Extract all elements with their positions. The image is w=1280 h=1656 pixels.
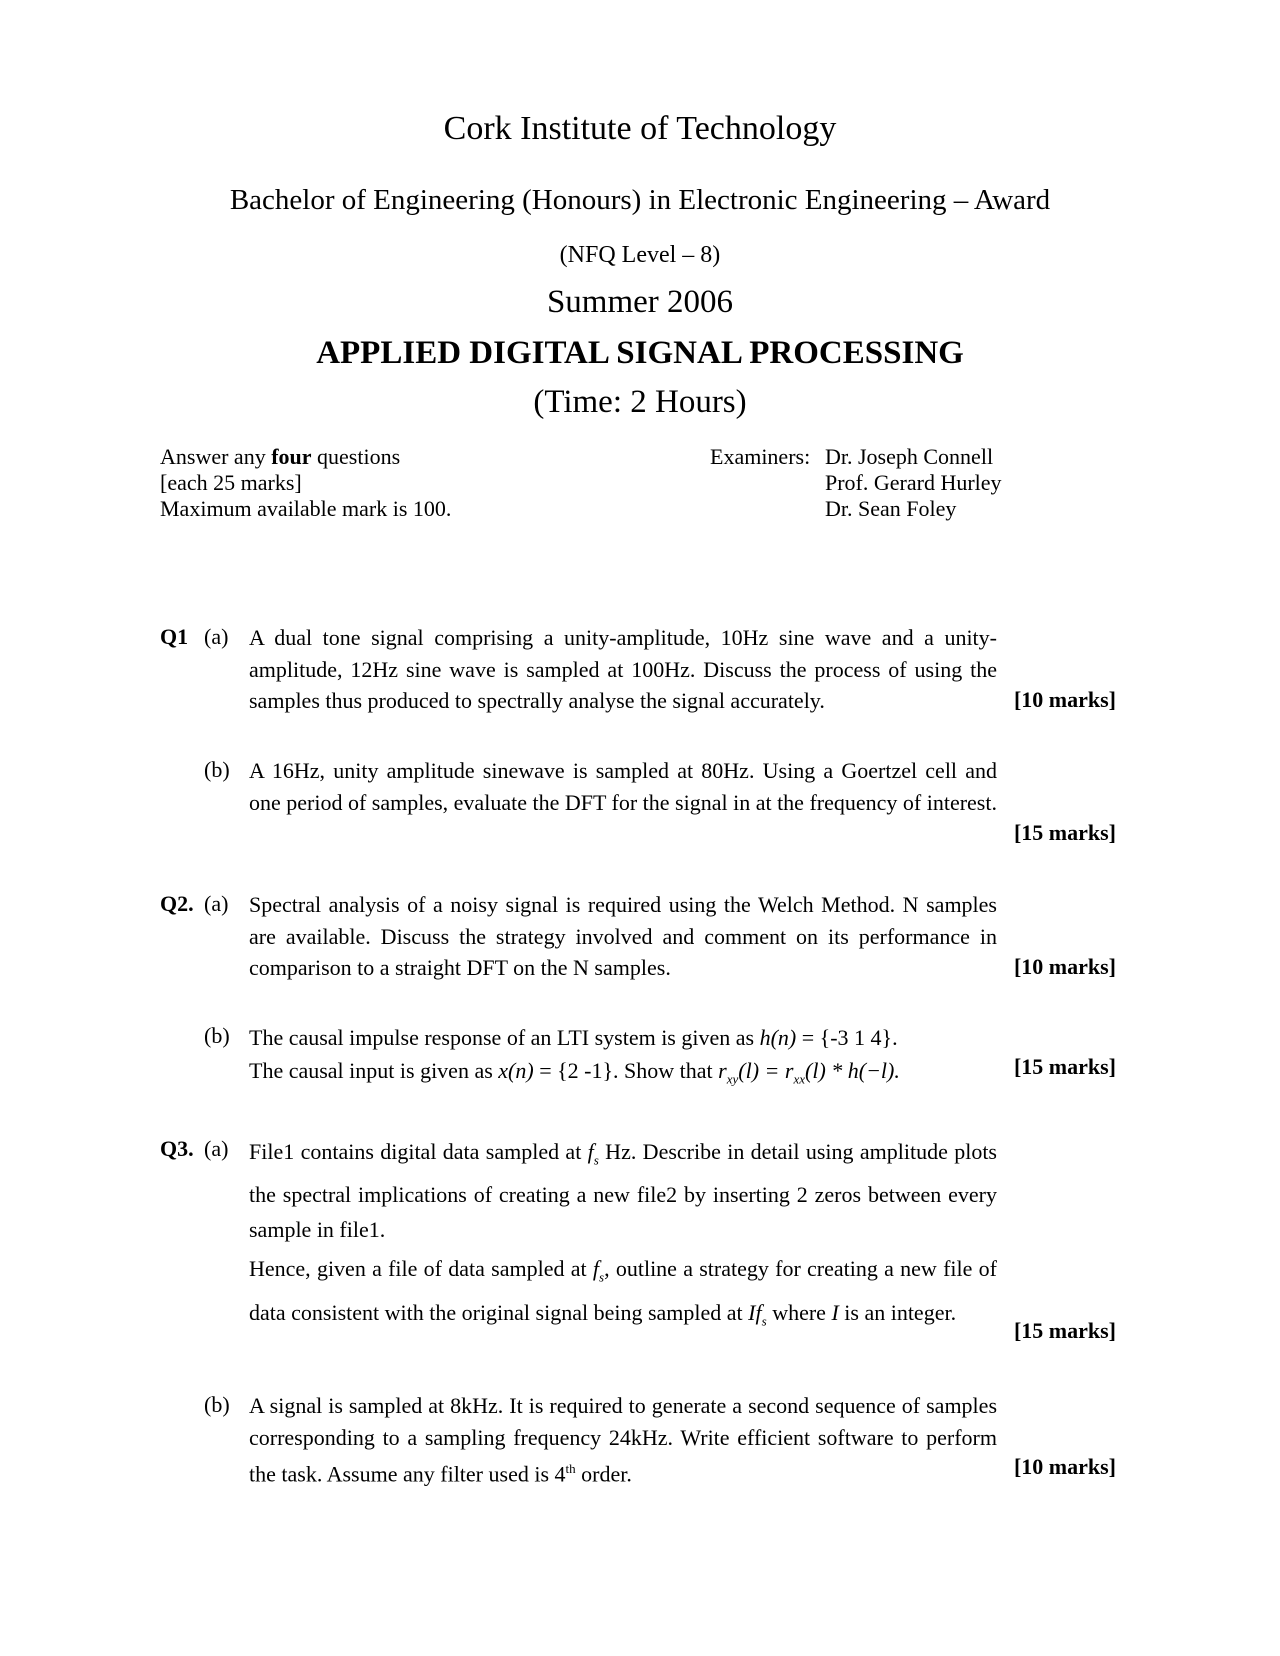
question-3-number: Q3. [160, 1136, 194, 1161]
question-text: A signal is sampled at 8kHz. It is required to generate a second sequence of samples corresponding to a sampling frequency 24kHz. Write efficient software to perform the task. Assume any filter used is 4 [249, 1393, 997, 1487]
question-2a-marks: [10 marks] [1013, 954, 1116, 979]
question-2-number: Q2. [160, 891, 194, 916]
math-symbol: f [587, 1139, 594, 1164]
exam-session: Summer 2006 [546, 284, 734, 320]
question-1a-label: (a) [204, 624, 229, 649]
instruction-text: questions [311, 444, 401, 469]
math-symbol: If [748, 1299, 762, 1325]
math-subscript: s [593, 1152, 599, 1168]
math-symbol: f [592, 1256, 600, 1282]
question-3a-text [249, 1134, 997, 1338]
institution-title: Cork Institute of Technology [443, 110, 837, 147]
question-text: , outline a strategy for creating a new file of data consistent with the original signal being sampled at [249, 1256, 997, 1325]
math-expression: h(n) [759, 1025, 797, 1050]
question-1b-label: (b) [204, 757, 230, 782]
question-3a-marks: [15 marks] [1013, 1318, 1116, 1343]
question-2a-text: Spectral analysis of a noisy signal is required using the Welch Method. N samples are available. Discuss the strategy involved and comment on its performance in comparison to a straight DFT on the N samples. [249, 892, 997, 980]
instruction-emphasis: four [271, 444, 312, 469]
math-subscript: s [761, 1313, 767, 1329]
question-text: = {2 -1}. Show that [533, 1058, 719, 1083]
math-formula [718, 1058, 900, 1087]
instruction-line-3: Maximum available mark is 100. [160, 496, 452, 521]
exam-instructions [160, 444, 451, 522]
examiners-label: Examiners: [710, 444, 811, 469]
ordinal-superscript: th [565, 1461, 576, 1476]
degree-title: Bachelor of Engineering (Honours) in Electronic Engineering – Award [229, 184, 1051, 216]
math-subscript: xx [793, 1071, 805, 1087]
question-text: File1 contains digital data sampled at [249, 1139, 588, 1164]
question-text: is an integer. [838, 1299, 957, 1325]
question-text: order. [575, 1461, 632, 1487]
question-text: Hence, given a file of data sampled at [249, 1256, 593, 1282]
question-2b-text [249, 1021, 997, 1095]
question-3b-text [249, 1390, 997, 1490]
question-text: = {-3 1 4}. [796, 1025, 898, 1050]
question-3b-label: (b) [204, 1392, 230, 1417]
math-symbol: I [831, 1299, 839, 1325]
examiners-list [825, 444, 1002, 522]
question-3a-paragraph-1 [249, 1134, 997, 1247]
math-subscript: xy [726, 1071, 739, 1087]
question-2a-label: (a) [204, 891, 229, 916]
subject-title: APPLIED DIGITAL SIGNAL PROCESSING [316, 335, 964, 371]
math-symbol: (l) = r [738, 1058, 794, 1083]
examiner-name: Dr. Sean Foley [825, 496, 957, 521]
math-symbol: r [718, 1058, 727, 1083]
question-3a-label: (a) [204, 1136, 229, 1161]
question-1b-text: A 16Hz, unity amplitude sinewave is sampled at 80Hz. Using a Goertzel cell and one period of samples, evaluate the DFT for the signal in at the frequency of interest. [249, 758, 997, 815]
examiner-name: Dr. Joseph Connell [825, 444, 994, 469]
question-2b-line-2 [249, 1054, 997, 1095]
math-symbol: (l) * h(−l). [805, 1058, 900, 1083]
nfq-level: (NFQ Level – 8) [559, 242, 721, 268]
instruction-line-2: [each 25 marks] [160, 470, 302, 495]
question-1a-marks: [10 marks] [1013, 687, 1116, 712]
question-1b-marks: [15 marks] [1013, 820, 1116, 845]
question-1-number: Q1 [160, 624, 189, 649]
exam-duration: (Time: 2 Hours) [533, 384, 747, 420]
examiner-name: Prof. Gerard Hurley [825, 470, 1002, 495]
instruction-line-1 [160, 444, 451, 470]
question-2b-label: (b) [204, 1023, 230, 1048]
question-3b-marks: [10 marks] [1013, 1454, 1116, 1479]
question-2b-line-1 [249, 1021, 997, 1054]
question-text: where [766, 1299, 832, 1325]
math-expression: x(n) [498, 1058, 534, 1083]
question-3a-paragraph-2 [249, 1251, 997, 1338]
math-subscript: s [599, 1269, 605, 1285]
instruction-text: Answer any [160, 444, 272, 469]
question-2b-marks: [15 marks] [1013, 1054, 1116, 1079]
question-text: The causal input is given as [249, 1058, 499, 1083]
question-text: Hz. Describe in detail using amplitude plots the spectral implications of creating a new file2 by inserting 2 zeros between every sample in file1. [249, 1139, 997, 1243]
question-text: The causal impulse response of an LTI system is given as [249, 1025, 760, 1050]
question-1a-text: A dual tone signal comprising a unity-amplitude, 10Hz sine wave and a unity-amplitude, 12Hz sine wave is sampled at 100Hz. Discuss the process of using the samples thus produced to spectrally analyse the signal accurately. [249, 625, 997, 713]
